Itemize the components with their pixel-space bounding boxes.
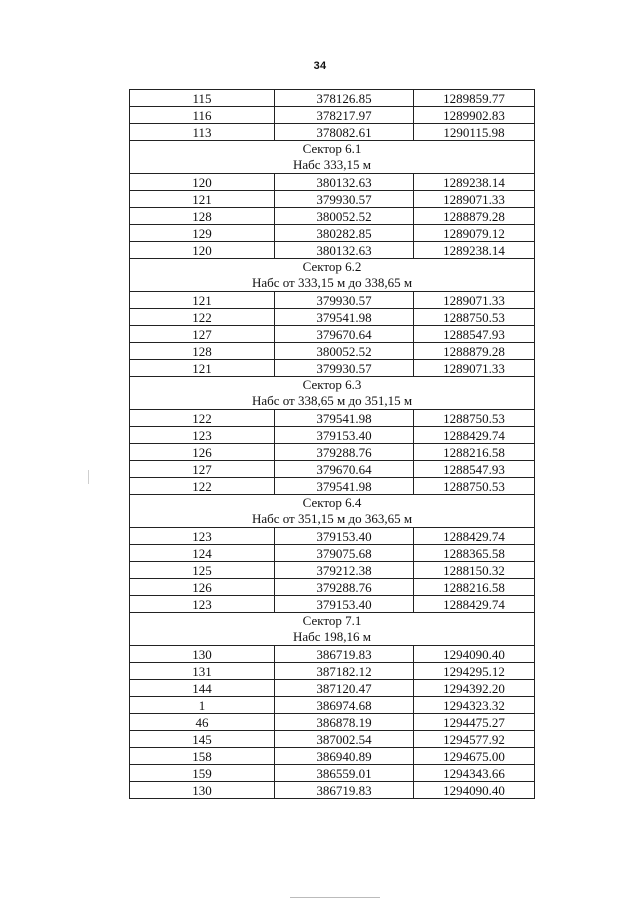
- point-number-cell: 121: [130, 191, 275, 208]
- x-coordinate-cell: 379153.40: [275, 596, 414, 613]
- point-number-cell: 124: [130, 545, 275, 562]
- point-number-cell: 123: [130, 427, 275, 444]
- table-row: [130, 292, 535, 309]
- y-coordinate-cell: 1294090.40: [414, 646, 535, 663]
- y-coordinate-cell: 1288547.93: [414, 461, 535, 478]
- sector-height-range: Набс 333,15 м: [292, 157, 372, 172]
- page-number: 34: [313, 60, 327, 72]
- y-coordinate-cell: 1289071.33: [414, 360, 535, 377]
- point-number-cell: 113: [130, 124, 275, 141]
- point-number-cell: 122: [130, 410, 275, 427]
- sector-header-row: [130, 377, 535, 410]
- sector-header-row: [130, 141, 535, 174]
- point-number-cell: 122: [130, 309, 275, 326]
- x-coordinate-cell: 379288.76: [275, 444, 414, 461]
- table-row: [130, 765, 535, 782]
- x-coordinate-cell: 378082.61: [275, 124, 414, 141]
- x-coordinate-cell: 380132.63: [275, 242, 414, 259]
- y-coordinate-cell: 1288365.58: [414, 545, 535, 562]
- y-coordinate-cell: 1288750.53: [414, 309, 535, 326]
- table-row: [130, 461, 535, 478]
- point-number-cell: 159: [130, 765, 275, 782]
- point-number-cell: 123: [130, 528, 275, 545]
- point-number-cell: 122: [130, 478, 275, 495]
- point-number-cell: 127: [130, 461, 275, 478]
- x-coordinate-cell: 380052.52: [275, 343, 414, 360]
- y-coordinate-cell: 1290115.98: [414, 124, 535, 141]
- point-number-cell: 126: [130, 579, 275, 596]
- x-coordinate-cell: 379075.68: [275, 545, 414, 562]
- x-coordinate-cell: 379288.76: [275, 579, 414, 596]
- sector-name: Сектор 7.1: [302, 613, 362, 628]
- x-coordinate-cell: 386878.19: [275, 714, 414, 731]
- x-coordinate-cell: 379930.57: [275, 292, 414, 309]
- coordinates-table-body: [130, 90, 535, 799]
- point-number-cell: 120: [130, 242, 275, 259]
- table-row: [130, 545, 535, 562]
- point-number-cell: 130: [130, 646, 275, 663]
- sector-header-cell: [130, 377, 535, 410]
- y-coordinate-cell: 1294475.27: [414, 714, 535, 731]
- y-coordinate-cell: 1294392.20: [414, 680, 535, 697]
- table-row: [130, 663, 535, 680]
- sector-height-range: Набс от 351,15 м до 363,65 м: [251, 511, 413, 526]
- sector-header-cell: [130, 259, 535, 292]
- x-coordinate-cell: 379670.64: [275, 326, 414, 343]
- point-number-cell: 126: [130, 444, 275, 461]
- sector-name: Сектор 6.1: [302, 141, 362, 156]
- y-coordinate-cell: 1288879.28: [414, 343, 535, 360]
- x-coordinate-cell: 380282.85: [275, 225, 414, 242]
- point-number-cell: 128: [130, 208, 275, 225]
- y-coordinate-cell: 1294323.32: [414, 697, 535, 714]
- y-coordinate-cell: 1289902.83: [414, 107, 535, 124]
- y-coordinate-cell: 1294295.12: [414, 663, 535, 680]
- x-coordinate-cell: 386940.89: [275, 748, 414, 765]
- y-coordinate-cell: 1294577.92: [414, 731, 535, 748]
- sector-height-range: Набс 198,16 м: [292, 629, 372, 644]
- point-number-cell: 127: [130, 326, 275, 343]
- x-coordinate-cell: 379670.64: [275, 461, 414, 478]
- x-coordinate-cell: 380052.52: [275, 208, 414, 225]
- x-coordinate-cell: 378217.97: [275, 107, 414, 124]
- sector-name: Сектор 6.3: [302, 377, 362, 392]
- table-row: [130, 107, 535, 124]
- table-row: [130, 90, 535, 107]
- table-row: [130, 124, 535, 141]
- x-coordinate-cell: 378126.85: [275, 90, 414, 107]
- point-number-cell: 46: [130, 714, 275, 731]
- table-row: [130, 410, 535, 427]
- y-coordinate-cell: 1288750.53: [414, 478, 535, 495]
- point-number-cell: 121: [130, 292, 275, 309]
- x-coordinate-cell: 379153.40: [275, 528, 414, 545]
- x-coordinate-cell: 387120.47: [275, 680, 414, 697]
- point-number-cell: 144: [130, 680, 275, 697]
- x-coordinate-cell: 379541.98: [275, 478, 414, 495]
- sector-header-cell: [130, 613, 535, 646]
- table-row: [130, 208, 535, 225]
- bottom-scan-line: [290, 897, 380, 898]
- y-coordinate-cell: 1289071.33: [414, 292, 535, 309]
- x-coordinate-cell: 387002.54: [275, 731, 414, 748]
- y-coordinate-cell: 1288879.28: [414, 208, 535, 225]
- table-row: [130, 596, 535, 613]
- x-coordinate-cell: 379930.57: [275, 191, 414, 208]
- x-coordinate-cell: 379541.98: [275, 410, 414, 427]
- y-coordinate-cell: 1288429.74: [414, 596, 535, 613]
- table-row: [130, 326, 535, 343]
- x-coordinate-cell: 386719.83: [275, 782, 414, 799]
- table-row: [130, 427, 535, 444]
- sector-header-cell: [130, 141, 535, 174]
- point-number-cell: 145: [130, 731, 275, 748]
- table-row: [130, 748, 535, 765]
- y-coordinate-cell: 1294675.00: [414, 748, 535, 765]
- x-coordinate-cell: 387182.12: [275, 663, 414, 680]
- x-coordinate-cell: 379930.57: [275, 360, 414, 377]
- point-number-cell: 129: [130, 225, 275, 242]
- sector-height-range: Набс от 333,15 м до 338,65 м: [251, 275, 413, 290]
- y-coordinate-cell: 1289071.33: [414, 191, 535, 208]
- sector-header-row: [130, 495, 535, 528]
- y-coordinate-cell: 1289238.14: [414, 242, 535, 259]
- table-row: [130, 478, 535, 495]
- table-row: [130, 680, 535, 697]
- table-row: [130, 225, 535, 242]
- point-number-cell: 158: [130, 748, 275, 765]
- point-number-cell: 120: [130, 174, 275, 191]
- y-coordinate-cell: 1288429.74: [414, 528, 535, 545]
- x-coordinate-cell: 379153.40: [275, 427, 414, 444]
- x-coordinate-cell: 380132.63: [275, 174, 414, 191]
- y-coordinate-cell: 1289079.12: [414, 225, 535, 242]
- y-coordinate-cell: 1294090.40: [414, 782, 535, 799]
- point-number-cell: 130: [130, 782, 275, 799]
- table-row: [130, 309, 535, 326]
- y-coordinate-cell: 1288150.32: [414, 562, 535, 579]
- coordinates-table: [129, 89, 535, 799]
- x-coordinate-cell: 386719.83: [275, 646, 414, 663]
- point-number-cell: 123: [130, 596, 275, 613]
- sector-name: Сектор 6.4: [302, 495, 362, 510]
- scan-artifact-mark: [88, 470, 89, 484]
- table-row: [130, 242, 535, 259]
- point-number-cell: 116: [130, 107, 275, 124]
- table-row: [130, 191, 535, 208]
- table-row: [130, 646, 535, 663]
- x-coordinate-cell: 386559.01: [275, 765, 414, 782]
- table-row: [130, 562, 535, 579]
- table-row: [130, 360, 535, 377]
- point-number-cell: 115: [130, 90, 275, 107]
- table-row: [130, 697, 535, 714]
- y-coordinate-cell: 1289238.14: [414, 174, 535, 191]
- table-row: [130, 343, 535, 360]
- sector-header-cell: [130, 495, 535, 528]
- point-number-cell: 128: [130, 343, 275, 360]
- x-coordinate-cell: 386974.68: [275, 697, 414, 714]
- table-row: [130, 528, 535, 545]
- table-row: [130, 174, 535, 191]
- x-coordinate-cell: 379212.38: [275, 562, 414, 579]
- sector-name: Сектор 6.2: [302, 259, 362, 274]
- y-coordinate-cell: 1288216.58: [414, 579, 535, 596]
- sector-header-row: [130, 259, 535, 292]
- table-row: [130, 579, 535, 596]
- y-coordinate-cell: 1289859.77: [414, 90, 535, 107]
- table-row: [130, 731, 535, 748]
- table-row: [130, 444, 535, 461]
- point-number-cell: 1: [130, 697, 275, 714]
- table-row: [130, 782, 535, 799]
- y-coordinate-cell: 1294343.66: [414, 765, 535, 782]
- table-row: [130, 714, 535, 731]
- point-number-cell: 125: [130, 562, 275, 579]
- y-coordinate-cell: 1288547.93: [414, 326, 535, 343]
- point-number-cell: 131: [130, 663, 275, 680]
- sector-height-range: Набс от 338,65 м до 351,15 м: [251, 393, 413, 408]
- y-coordinate-cell: 1288216.58: [414, 444, 535, 461]
- sector-header-row: [130, 613, 535, 646]
- y-coordinate-cell: 1288429.74: [414, 427, 535, 444]
- x-coordinate-cell: 379541.98: [275, 309, 414, 326]
- point-number-cell: 121: [130, 360, 275, 377]
- y-coordinate-cell: 1288750.53: [414, 410, 535, 427]
